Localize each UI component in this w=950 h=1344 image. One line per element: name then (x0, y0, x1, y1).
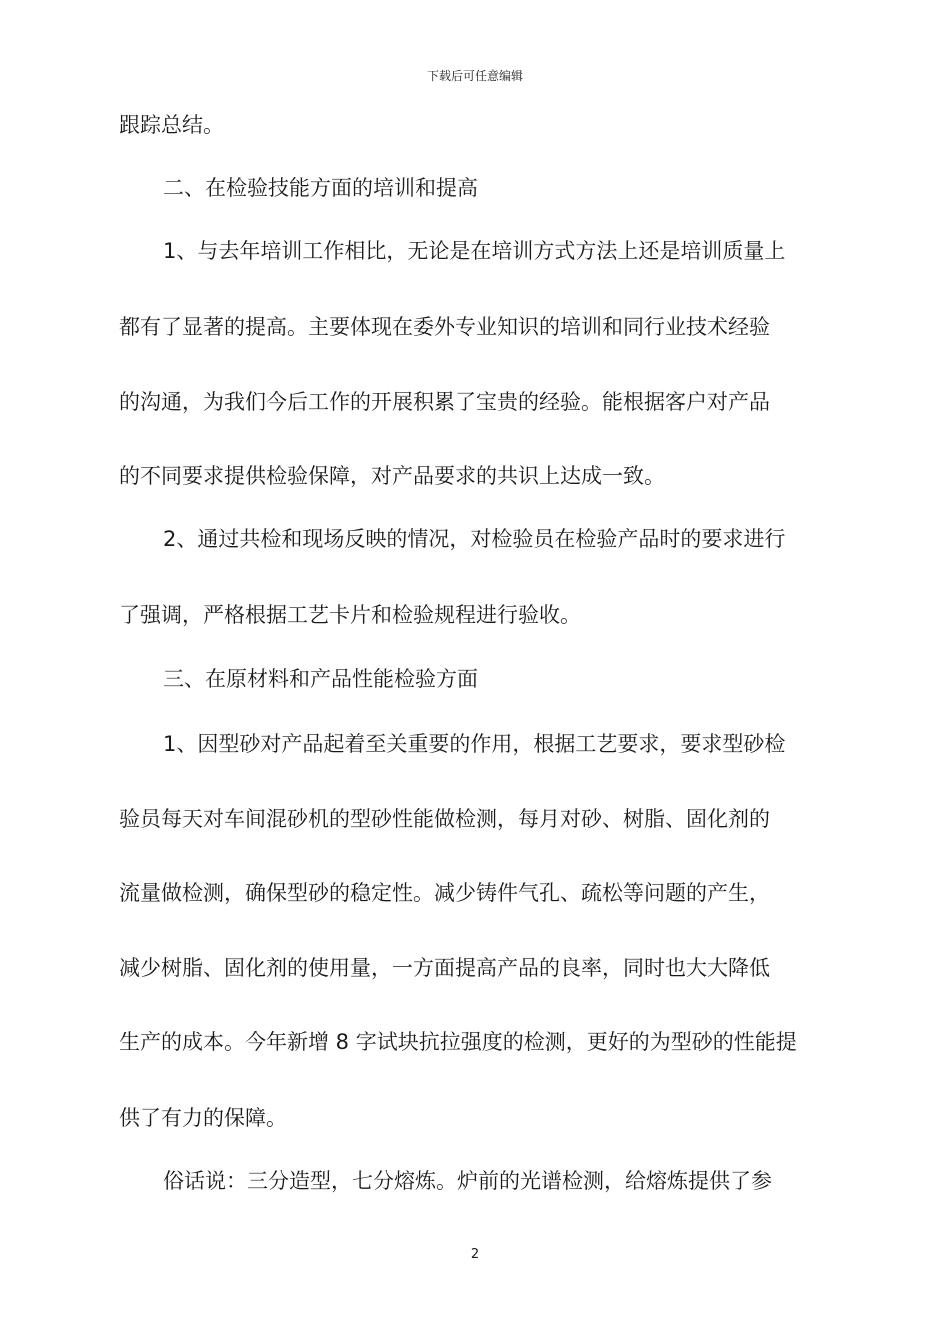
text-line: 了强调，严格根据工艺卡片和检验规程进行验收。 (119, 603, 581, 627)
text-line: 都有了显著的提高。主要体现在委外专业知识的培训和同行业技术经验 (119, 315, 770, 339)
text-line: 1、与去年培训工作相比，无论是在培训方式方法上还是培训质量上 (163, 239, 786, 263)
text-line: 2、通过共检和现场反映的情况，对检验员在检验产品时的要求进行 (163, 527, 786, 551)
section-heading: 二、在检验技能方面的培训和提高 (163, 176, 478, 200)
text-line: 验员每天对车间混砂机的型砂性能做检测，每月对砂、树脂、固化剂的 (119, 807, 770, 831)
text-line: 俗话说：三分造型，七分熔炼。炉前的光谱检测，给熔炼提供了参 (163, 1169, 772, 1193)
text-line: 的不同要求提供检验保障，对产品要求的共识上达成一致。 (119, 464, 665, 488)
text-line: 的沟通，为我们今后工作的开展积累了宝贵的经验。能根据客户对产品 (119, 390, 770, 414)
text-line: 生产的成本。今年新增 8 字试块抗拉强度的检测，更好的为型砂的性能提 (119, 1030, 797, 1054)
section-heading: 三、在原材料和产品性能检验方面 (163, 667, 478, 691)
page-header: 下载后可任意编辑 (426, 69, 523, 83)
text-line: 供了有力的保障。 (119, 1106, 287, 1130)
text-line: 1、因型砂对产品起着至关重要的作用，根据工艺要求，要求型砂检 (163, 732, 786, 756)
text-line: 跟踪总结。 (119, 113, 224, 137)
text-line: 流量做检测，确保型砂的稳定性。减少铸件气孔、疏松等问题的产生， (119, 881, 770, 905)
page-number: 2 (470, 1247, 480, 1262)
text-line: 减少树脂、固化剂的使用量，一方面提高产品的良率，同时也大大降低 (119, 956, 770, 980)
